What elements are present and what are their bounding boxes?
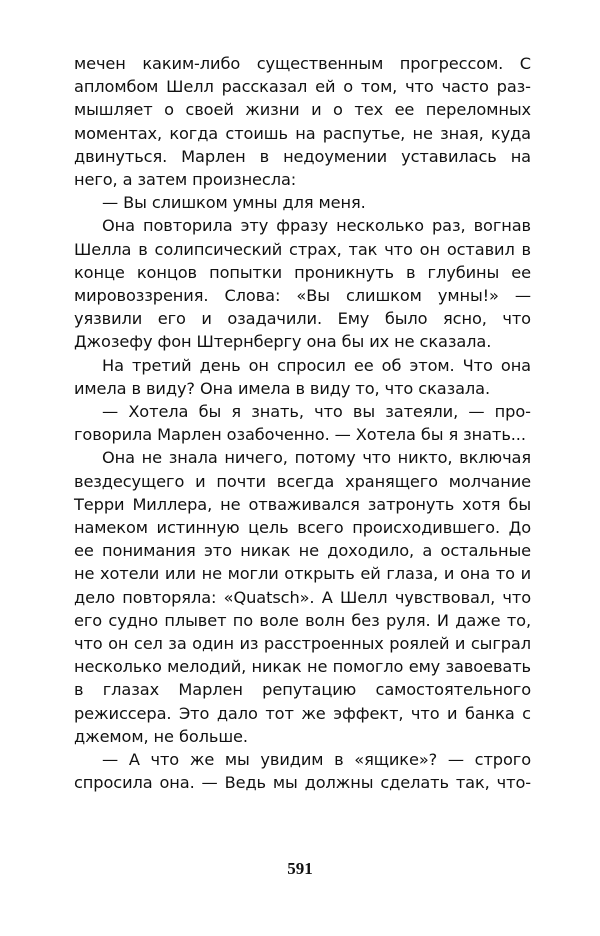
paragraph-4: На третий день он спросил ее об этом. Что она имела в виду? Она имела в виду то, что сказала.: [74, 355, 531, 398]
page-number: 591: [287, 859, 313, 878]
paragraph-6: Она не знала ничего, потому что никто, включая вездесущего и почти всегда хранящего молчание Терри Миллера, не отваживался затронуть хотя бы намеком истинную цель всего происходившего. До ее понимания это никак не доходило, а остальные не хотели или не могли открыть ей глаза, и она то и дело повторяла: «Quatsch». А Шелл чувствовал, что его судно плывет по воле волн без руля. И даже то, что он сел за один из расстроенных роялей и сыграл несколько мелодий, никак не помогло ему завоевать в глазах Марлен репутацию самостоятельного режиссера. Это дало тот же эффект, что и банка с джемом, не больше.: [74, 448, 531, 746]
paragraph-3: Она повторила эту фразу несколько раз, вогнав Шелла в солипсический страх, так что он оставил в конце концов попытки проникнуть в глубины ее мировоззрения. Слова: «Вы слишком умны!» — уязвили его и озадачили. Ему было ясно, что Джозефу фон Штернбергу она бы их не сказала.: [74, 216, 531, 352]
book-page-text: [74, 52, 531, 795]
paragraph-2-dialogue: — Вы слишком умны для меня.: [102, 193, 366, 213]
paragraph-1: мечен каким-либо существенным прогрессом. С апломбом Шелл рассказал ей о том, что часто размышляет о своей жизни и о тех ее переломных моментах, когда стоишь на распутье, не зная, куда двинуться. Марлен в недоумении уставилась на него, а затем произнесла:: [74, 54, 531, 190]
paragraph-7-dialogue: — А что же мы увидим в «ящике»? — строго спросила она. — Ведь мы должны сделать так, что-: [74, 750, 531, 793]
paragraph-5-dialogue: — Хотела бы я знать, что вы затеяли, — проговорила Марлен озабоченно. — Хотела бы я знать...: [74, 402, 531, 445]
